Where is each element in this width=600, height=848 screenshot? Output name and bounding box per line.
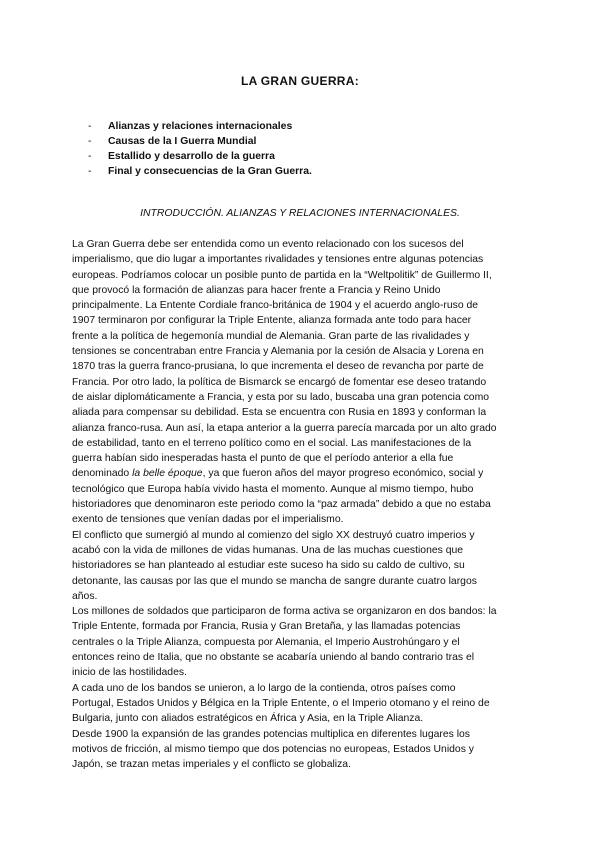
- text-run: entonces reino de Italia, que no obstante se acabaría uniendo al bando contrario tras el: [72, 652, 475, 664]
- text-line: [72, 574, 542, 589]
- text-run: 1870 tras la guerra franco-prusiana, lo que incrementa el deseo de revancha por parte de: [72, 361, 484, 373]
- text-run: acabó con la vida de millones de vidas humanas. Una de las muchas cuestiones que: [72, 544, 464, 556]
- text-run: , ya que fueron años del mayor progreso económico, social y: [202, 468, 484, 480]
- text-line: [72, 528, 542, 543]
- text-line: [72, 390, 542, 405]
- section-heading: INTRODUCCIÓN. ALIANZAS Y RELACIONES INTERNACIONALES.: [140, 208, 460, 219]
- outline-item-text: Alianzas y relaciones internacionales: [108, 121, 293, 132]
- text-run: imperialismo, que dio lugar a importantes rivalidades y tensiones entre algunas potencias: [72, 254, 484, 266]
- text-run: Triple Entente, formada por Francia, Rusia y Gran Bretaña, y las llamadas potencias: [72, 621, 461, 633]
- outline-item: [88, 149, 312, 164]
- text-run: alianza franco-rusa. Aun así, la etapa anterior a la guerra parecía marcada por un alto grado: [72, 422, 497, 434]
- text-run: frente a la política de hegemonía mundial de Alemania. Gran parte de las rivalidades y: [72, 330, 470, 342]
- outline-item: [88, 134, 312, 149]
- text-line: [72, 344, 542, 359]
- text-run: motivos de fricción, al mismo tiempo que dos potencias no europeas, Estados Unidos y: [72, 743, 474, 755]
- text-run: de aislar diplomáticamente a Francia, y esta por su lado, buscaba una gran potencia como: [72, 391, 490, 403]
- text-line: [72, 268, 542, 283]
- text-run: Bulgaria, junto con aliados estratégicos en África y Asia, en la Triple Alianza.: [72, 713, 424, 725]
- outline-item: [88, 119, 312, 134]
- text-line: [72, 696, 542, 711]
- text-line: [72, 298, 542, 313]
- text-run: centrales o la Triple Alianza, compuesta por Alemania, el Imperio Austrohúngaro y el: [72, 636, 460, 648]
- text-line: [72, 405, 542, 420]
- text-line: [72, 375, 542, 390]
- text-line: [72, 237, 542, 252]
- outline-bullet: -: [88, 151, 92, 162]
- text-run: Desde 1900 la expansión de las grandes potencias multiplica en diferentes lugares los: [72, 728, 470, 740]
- italic-term: la belle époque: [132, 468, 203, 480]
- text-line: [72, 359, 542, 374]
- text-run: exento de tensiones que venían dadas por el imperialismo.: [72, 514, 344, 526]
- outline-item-text: Causas de la I Guerra Mundial: [108, 136, 257, 147]
- text-line: [72, 711, 542, 726]
- text-line: [72, 543, 542, 558]
- text-run: tensiones se concentraban entre Francia y Alemania por la cesión de Alsacia y Lorena en: [72, 346, 484, 358]
- outline-item-text: Estallido y desarrollo de la guerra: [108, 151, 275, 162]
- topic-outline: [88, 119, 312, 179]
- text-run: Japón, se trazan metas imperiales y el conflicto se globaliza.: [72, 759, 351, 771]
- text-run: denominado: [72, 468, 133, 480]
- text-line: [72, 436, 542, 451]
- outline-item-text: Final y consecuencias de la Gran Guerra.: [108, 166, 312, 177]
- text-run: inicio de las hostilidades.: [72, 667, 187, 679]
- text-run: años.: [72, 590, 98, 602]
- text-line: [72, 757, 542, 772]
- text-line: [72, 313, 542, 328]
- text-line: [72, 558, 542, 573]
- text-run: A cada uno de los bandos se unieron, a lo largo de la contienda, otros países como: [72, 682, 456, 694]
- text-line: [72, 497, 542, 512]
- text-line: [72, 727, 542, 742]
- text-line: [72, 681, 542, 696]
- text-run: guerra habían sido inesperadas hasta el punto de que el período anterior a ella fue: [72, 453, 454, 465]
- text-line: [72, 635, 542, 650]
- text-line: [72, 589, 542, 604]
- text-line: [72, 665, 542, 680]
- text-run: El conflicto que sumergió al mundo al comienzo del siglo XX destruyó cuatro imperios y: [72, 529, 475, 541]
- text-run: europeas. Podríamos colocar un posible punto de partida en la “Weltpolitik” de Guillermo II,: [72, 269, 492, 281]
- outline-item: [88, 164, 312, 179]
- body-text: [72, 237, 542, 772]
- text-line: [72, 650, 542, 665]
- text-run: detonante, las causas por las que el mundo se mancha de sangre durante cuatro largos: [72, 575, 477, 587]
- text-run: que provocó la formación de alianzas para hacer frente a Francia y Reino Unido: [72, 284, 441, 296]
- text-line: [72, 451, 542, 466]
- outline-bullet: -: [88, 166, 92, 177]
- text-line: [72, 466, 542, 481]
- outline-bullet: -: [88, 136, 92, 147]
- text-run: Los millones de soldados que participaron de forma activa se organizaron en dos bandos: la: [72, 606, 497, 618]
- text-line: [72, 329, 542, 344]
- text-run: La Gran Guerra debe ser entendida como un evento relacionado con los sucesos del: [72, 239, 464, 250]
- text-run: aliada para compensar su debilidad. Esta se encuentra con Rusia en 1893 y conforman la: [72, 407, 487, 419]
- text-line: [72, 482, 542, 497]
- text-run: Francia. Por otro lado, la política de Bismarck se encargó de fomentar ese deseo tratando: [72, 376, 487, 388]
- text-run: 1907 terminaron por configurar la Triple Entente, alianza formada ante todo para hacer: [72, 315, 472, 327]
- text-line: [72, 742, 542, 757]
- text-line: [72, 252, 542, 267]
- text-line: [72, 604, 542, 619]
- text-run: historiadores que denominaron este periodo como la “paz armada” debido a que no estaba: [72, 499, 491, 511]
- text-line: [72, 421, 542, 436]
- text-run: Portugal, Estados Unidos y Bélgica en la Triple Entente, o el Imperio otomano y el reino de: [72, 697, 490, 709]
- outline-bullet: -: [88, 121, 92, 132]
- text-line: [72, 512, 542, 527]
- text-line: [72, 619, 542, 634]
- text-run: principalmente. La Entente Cordiale franco-británica de 1904 y el acuerdo anglo-ruso de: [72, 300, 479, 312]
- text-run: historiadores se han planteado al estudiar este suceso ha sido su caldo de cultivo, su: [72, 560, 465, 572]
- document-title: LA GRAN GUERRA:: [240, 74, 360, 88]
- text-line: [72, 283, 542, 298]
- text-run: tecnológico que Europa había vivido hasta el momento. Aunque al mismo tiempo, hubo: [72, 483, 474, 495]
- text-run: de estabilidad, tanto en el terreno político como en el social. Las manifestaciones de la: [72, 437, 472, 449]
